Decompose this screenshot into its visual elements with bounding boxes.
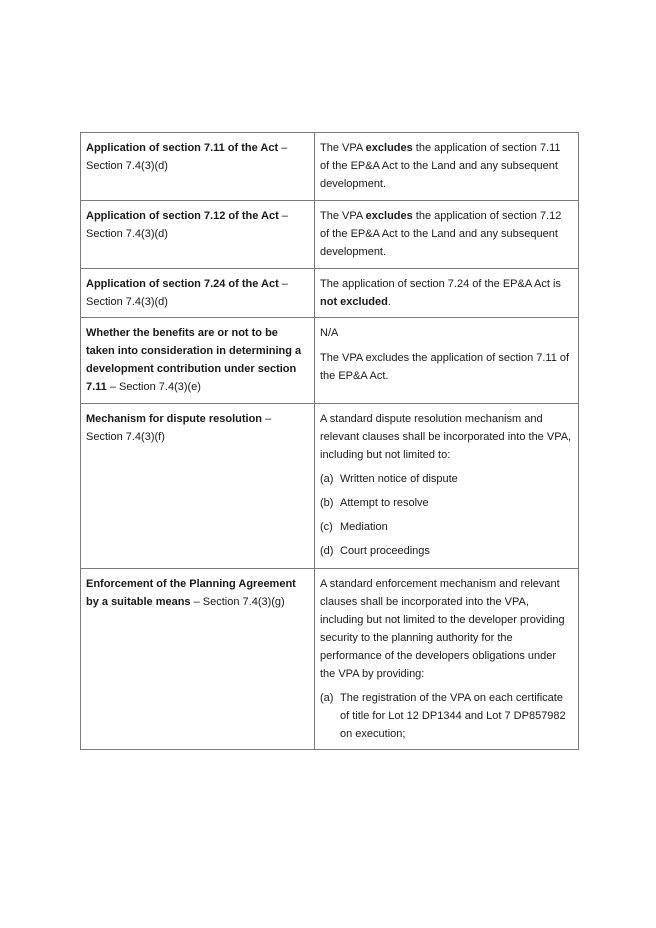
list-marker: (a): [320, 692, 334, 704]
list-text: Written notice of dispute: [340, 473, 458, 485]
requirement-cell: [81, 404, 315, 569]
table-row: [81, 269, 579, 318]
table-row: [81, 404, 579, 569]
vpa-requirements-table: [80, 132, 579, 750]
table-row: [81, 201, 579, 269]
list-item: [320, 542, 572, 560]
list-item: [320, 518, 572, 536]
response-text: The application of section 7.24 of the EP&A Act is: [320, 278, 561, 290]
list-text: Court proceedings: [340, 545, 430, 557]
response-text: N/A: [320, 327, 339, 339]
response-text: The VPA: [320, 210, 366, 222]
requirement-title: Application of section 7.11 of the Act: [86, 142, 279, 154]
requirement-cell: [81, 201, 315, 269]
response-cell: [315, 318, 579, 404]
requirement-cell: [81, 133, 315, 201]
response-cell: [315, 404, 579, 569]
response-text: A standard dispute resolution mechanism and relevant clauses shall be incorporated into the VPA, including but not limited to:: [320, 413, 572, 461]
requirement-title: Enforcement of the Planning Agreement by a suitable means: [86, 578, 296, 608]
response-emphasis: excludes: [365, 210, 413, 222]
list-marker: (a): [320, 473, 334, 485]
requirement-section: – Section 7.4(3)(d): [86, 142, 288, 172]
response-text: A standard enforcement mechanism and relevant clauses shall be incorporated into the VPA, including but not limited to the developer providing security to the planning authority for the performance of the developers obligations under the VPA by providing:: [320, 578, 565, 680]
list-marker: (b): [320, 497, 334, 509]
table-row: [81, 569, 579, 750]
requirement-section: – Section 7.4(3)(g): [190, 596, 285, 608]
response-emphasis: excludes: [365, 142, 413, 154]
list-item: [320, 470, 572, 488]
response-cell: [315, 133, 579, 201]
requirement-cell: [81, 269, 315, 318]
response-text: the application of section 7.12 of the EP&A Act to the Land and any subsequent development.: [320, 210, 562, 258]
requirement-title: Whether the benefits are or not to be taken into consideration in determining a development contribution under section 7.11: [86, 327, 302, 393]
response-text: The VPA excludes the application of section 7.11 of the EP&A Act.: [320, 352, 570, 382]
list-marker: (d): [320, 545, 334, 557]
response-cell: [315, 569, 579, 750]
list-item: [320, 689, 572, 743]
list-marker: (c): [320, 521, 333, 533]
requirement-section: – Section 7.4(3)(e): [106, 381, 201, 393]
response-text: .: [387, 296, 391, 308]
requirement-title: Mechanism for dispute resolution: [86, 413, 263, 425]
list-text: The registration of the VPA on each certificate of title for Lot 12 DP1344 and Lot 7 DP857982 on execution;: [340, 692, 566, 740]
table-row: [81, 133, 579, 201]
requirement-cell: [81, 318, 315, 404]
requirement-cell: [81, 569, 315, 750]
response-cell: [315, 269, 579, 318]
requirement-section: – Section 7.4(3)(f): [86, 413, 272, 443]
response-emphasis: not excluded: [320, 296, 388, 308]
requirement-section: – Section 7.4(3)(d): [86, 210, 288, 240]
list-text: Mediation: [340, 521, 388, 533]
requirement-section: – Section 7.4(3)(d): [86, 278, 288, 308]
requirement-title: Application of section 7.24 of the Act: [86, 278, 279, 290]
list-text: Attempt to resolve: [340, 497, 429, 509]
response-cell: [315, 201, 579, 269]
table-row: [81, 318, 579, 404]
response-text: the application of section 7.11 of the EP&A Act to the Land and any subsequent development.: [320, 142, 561, 190]
response-text: The VPA: [320, 142, 366, 154]
list-item: [320, 494, 572, 512]
requirement-title: Application of section 7.12 of the Act: [86, 210, 279, 222]
